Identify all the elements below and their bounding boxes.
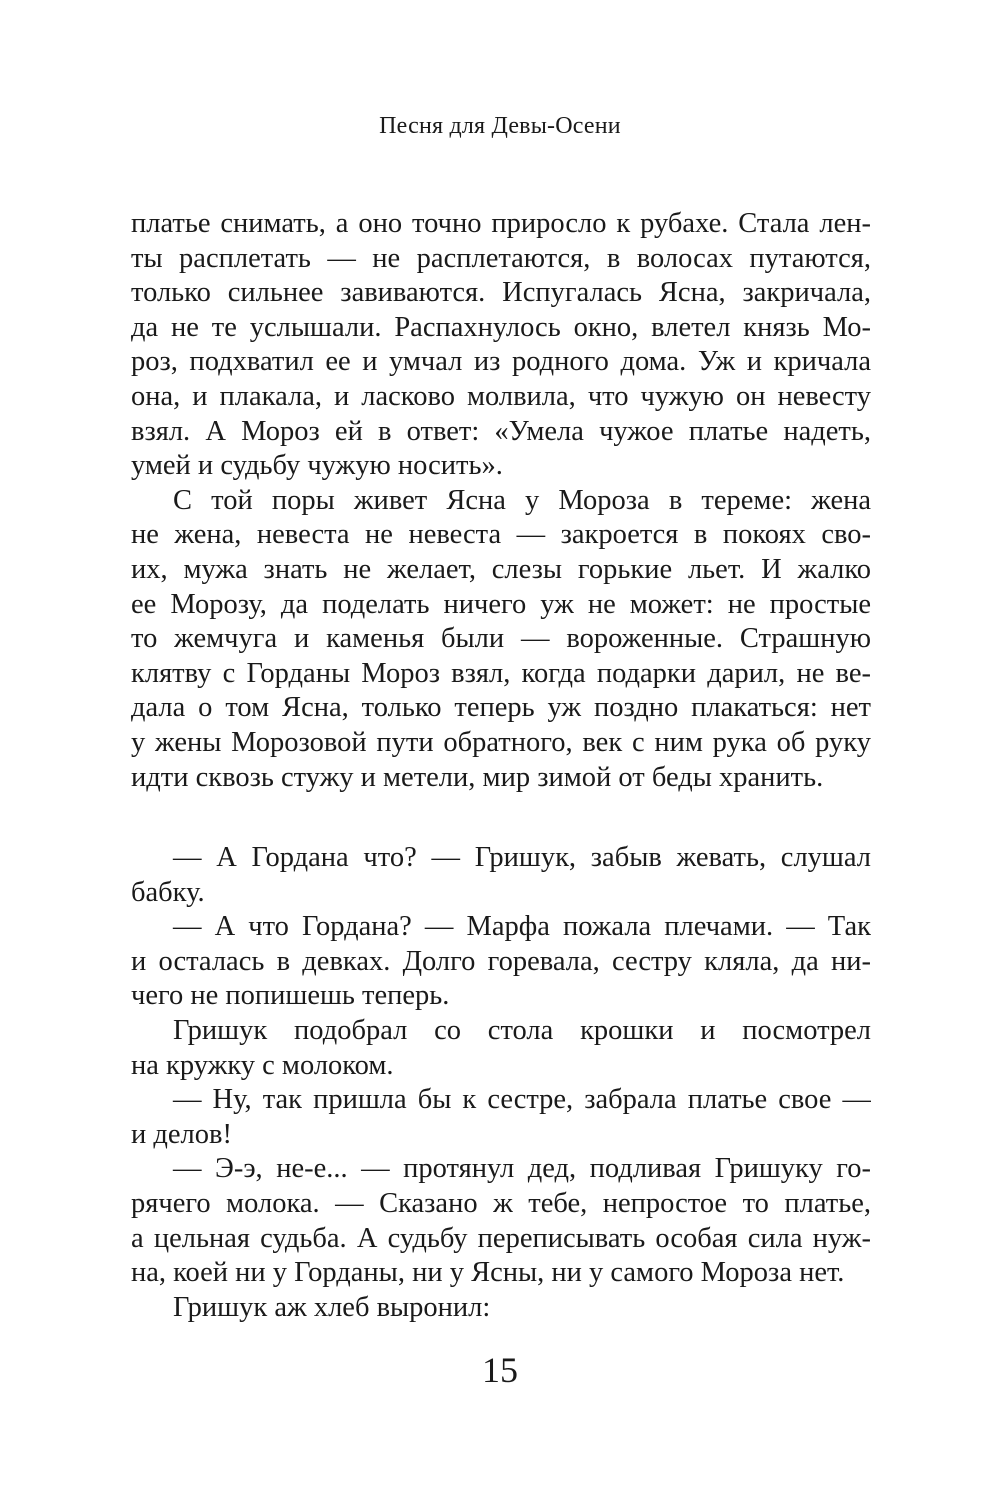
- text-line: и осталась в девках. Долго горевала, сестру кляла, да ни-: [131, 945, 871, 977]
- text-line: да не те услышали. Распахнулось окно, влетел князь Мо-: [131, 311, 871, 343]
- text-line: — А Гордана что? — Гришук, забыв жевать, слушал: [173, 842, 871, 874]
- paragraph: [131, 1152, 871, 1290]
- paragraph: [131, 910, 871, 1014]
- paragraph: [131, 1083, 871, 1152]
- text-line: их, мужа знать не желает, слезы горькие льет. И жалко: [131, 553, 871, 585]
- text-line: а цельная судьба. А судьбу переписывать особая сила нуж-: [131, 1222, 871, 1254]
- text-line: только сильнее завиваются. Испугалась Ясна, закричала,: [131, 277, 871, 309]
- text-line: чего не попишешь теперь.: [131, 980, 450, 1012]
- text-line: рячего молока. — Сказано ж тебе, непростое то платье,: [131, 1188, 871, 1220]
- paragraph: [131, 207, 871, 484]
- text-line: и делов!: [131, 1118, 232, 1150]
- text-line: дала о том Ясна, только теперь уж поздно плакаться: нет: [131, 692, 871, 724]
- text-line: клятву с Горданы Мороз взял, когда подарки дарил, не ве-: [131, 657, 871, 689]
- text-line: — Э-э, не-е... — протянул дед, подливая Гришуку го-: [173, 1153, 871, 1185]
- section-break: [131, 795, 871, 841]
- running-header: Песня для Девы-Осени: [379, 113, 621, 139]
- text-line: Гришук аж хлеб выронил:: [173, 1291, 491, 1323]
- paragraph: [131, 484, 871, 795]
- text-line: у жены Морозовой пути обратного, век с ним рука об руку: [131, 726, 871, 758]
- text-line: на кружку с молоком.: [131, 1049, 394, 1081]
- text-line: взял. А Мороз ей в ответ: «Умела чужое платье надеть,: [131, 415, 871, 447]
- text-line: бабку.: [131, 876, 205, 908]
- text-line: платье снимать, а оно точно приросло к рубахе. Стала лен-: [131, 208, 871, 239]
- text-line: не жена, невеста не невеста — закроется в покоях сво-: [131, 519, 871, 551]
- text-line: она, и плакала, и ласково молвила, что чужую он невесту: [131, 380, 871, 412]
- text-line: — Ну, так пришла бы к сестре, забрала платье свое —: [173, 1084, 871, 1116]
- text-line: ее Морозу, да поделать ничего уж не может: не простые: [131, 588, 871, 620]
- text-line: роз, подхватил ее и умчал из родного дома. Уж и кричала: [131, 346, 871, 378]
- page-number: 15: [482, 1350, 518, 1390]
- text-line: то жемчуга и каменья были — вороженные. Страшную: [131, 623, 871, 655]
- text-line: на, коей ни у Горданы, ни у Ясны, ни у самого Мороза нет.: [131, 1257, 845, 1289]
- text-line: Гришук подобрал со стола крошки и посмотрел: [173, 1015, 871, 1047]
- text-line: умей и судьбу чужую носить».: [131, 450, 503, 482]
- text-line: — А что Гордана? — Марфа пожала плечами. — Так: [173, 911, 871, 943]
- paragraph: [131, 1291, 871, 1326]
- text-line: идти сквозь стужу и метели, мир зимой от беды хранить.: [131, 761, 824, 793]
- text-line: ты расплетать — не расплетаются, в волосах путаются,: [131, 242, 871, 274]
- paragraph: [131, 841, 871, 910]
- paragraph: [131, 1014, 871, 1083]
- body-text: [131, 207, 871, 1325]
- text-line: С той поры живет Ясна у Мороза в тереме: жена: [173, 484, 871, 516]
